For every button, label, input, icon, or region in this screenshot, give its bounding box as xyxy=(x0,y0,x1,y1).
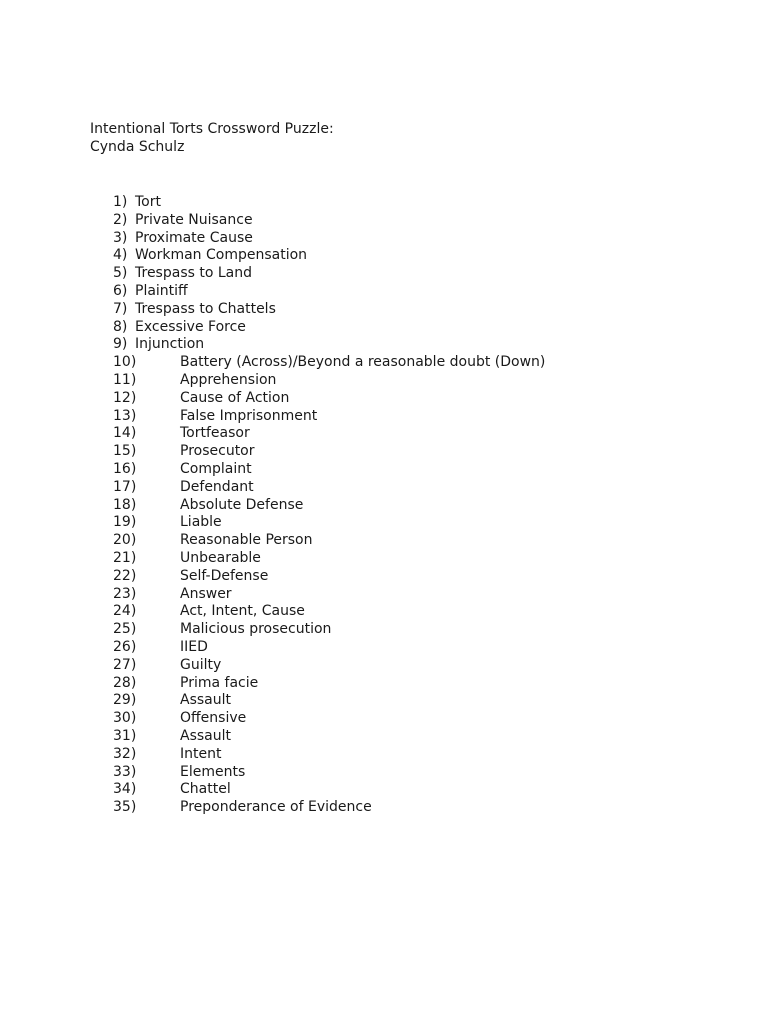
answer-text: Complaint xyxy=(180,460,252,477)
answer-number: 1) xyxy=(113,194,128,210)
answer-text: Private Nuisance xyxy=(135,211,253,228)
answer-text: Assault xyxy=(180,692,231,709)
list-item xyxy=(113,567,269,586)
answer-number: 16) xyxy=(113,460,137,477)
answer-text: Battery (Across)/Beyond a reasonable doubt (Down) xyxy=(180,354,546,371)
answer-text: False Imprisonment xyxy=(180,407,318,424)
list-item xyxy=(113,247,308,265)
answer-text: Trespass to Chattels xyxy=(135,300,276,317)
answer-number: 26) xyxy=(113,638,137,655)
answer-number: 5) xyxy=(113,265,128,282)
answer-number: 20) xyxy=(113,532,137,549)
answer-number: 15) xyxy=(113,443,137,460)
list-item xyxy=(113,745,222,764)
answer-text: Answer xyxy=(180,585,232,602)
answer-text: Offensive xyxy=(180,710,247,727)
list-item xyxy=(113,692,231,710)
list-item xyxy=(113,443,255,461)
answer-text: Reasonable Person xyxy=(180,532,313,549)
answer-number: 27) xyxy=(113,656,137,673)
answer-text: Liable xyxy=(180,514,222,531)
list-item xyxy=(113,799,372,817)
list-item xyxy=(113,282,188,301)
answer-number: 3) xyxy=(113,229,128,246)
answer-text: Injunction xyxy=(135,336,205,353)
list-item xyxy=(113,621,332,639)
answer-text: Act, Intent, Cause xyxy=(180,603,305,620)
answer-number: 22) xyxy=(113,567,137,584)
answer-text: IIED xyxy=(180,638,208,655)
answer-number: 7) xyxy=(113,300,128,317)
answer-text: Intent xyxy=(180,745,222,762)
list-item xyxy=(113,229,253,248)
answer-number: 29) xyxy=(113,692,137,709)
list-item xyxy=(113,638,208,657)
answer-number: 24) xyxy=(113,603,137,620)
answer-number: 6) xyxy=(113,282,128,299)
answer-text: Tortfeasor xyxy=(180,425,250,442)
answer-text: Elements xyxy=(180,763,246,780)
document-title: Intentional Torts Crossword Puzzle: xyxy=(90,121,334,137)
answer-text: Malicious prosecution xyxy=(180,621,332,638)
answer-number: 31) xyxy=(113,727,137,744)
answer-text: Defendant xyxy=(180,478,254,495)
list-item xyxy=(113,425,250,443)
list-item xyxy=(113,549,261,568)
answer-number: 2) xyxy=(113,211,128,228)
list-item xyxy=(113,674,259,693)
answer-list xyxy=(113,194,546,817)
list-item xyxy=(113,781,231,799)
answer-text: Self-Defense xyxy=(180,567,269,584)
answer-number: 35) xyxy=(113,799,137,816)
answer-text: Cause of Action xyxy=(180,389,290,406)
answer-text: Workman Compensation xyxy=(135,247,308,264)
list-item xyxy=(113,514,222,532)
list-item xyxy=(113,532,313,550)
answer-text: Plaintiff xyxy=(135,282,188,299)
answer-text: Guilty xyxy=(180,656,222,673)
list-item xyxy=(113,211,253,230)
answer-text: Excessive Force xyxy=(135,318,246,335)
answer-text: Prosecutor xyxy=(180,443,255,460)
answer-number: 10) xyxy=(113,354,137,371)
answer-text: Tort xyxy=(135,194,161,210)
answer-number: 21) xyxy=(113,549,137,566)
list-item xyxy=(113,710,247,728)
list-item xyxy=(113,603,305,621)
answer-text: Trespass to Land xyxy=(135,265,252,282)
answer-text: Prima facie xyxy=(180,674,259,691)
answer-number: 11) xyxy=(113,371,137,388)
answer-number: 13) xyxy=(113,407,137,424)
answer-text: Apprehension xyxy=(180,371,277,388)
answer-text: Preponderance of Evidence xyxy=(180,799,372,816)
list-item xyxy=(113,496,304,515)
answer-number: 23) xyxy=(113,585,137,602)
document-header xyxy=(90,120,334,156)
answer-number: 12) xyxy=(113,389,137,406)
answer-text: Chattel xyxy=(180,781,231,798)
answer-text: Absolute Defense xyxy=(180,496,304,513)
list-item xyxy=(113,318,246,337)
list-item xyxy=(113,389,290,408)
answer-number: 9) xyxy=(113,336,128,353)
answer-number: 8) xyxy=(113,318,128,335)
list-item xyxy=(113,265,252,283)
list-item xyxy=(113,300,276,319)
list-item xyxy=(113,585,232,604)
list-item xyxy=(113,460,252,479)
answer-number: 18) xyxy=(113,496,137,513)
list-item xyxy=(113,727,231,746)
list-item xyxy=(113,407,318,426)
answer-number: 34) xyxy=(113,781,137,798)
answer-number: 17) xyxy=(113,478,137,495)
answer-number: 25) xyxy=(113,621,137,638)
list-item xyxy=(113,194,161,212)
list-item xyxy=(113,763,246,782)
answer-number: 4) xyxy=(113,247,128,264)
answer-number: 32) xyxy=(113,745,137,762)
answer-text: Proximate Cause xyxy=(135,229,253,246)
list-item xyxy=(113,354,546,372)
answer-number: 19) xyxy=(113,514,137,531)
answer-number: 28) xyxy=(113,674,137,691)
list-item xyxy=(113,656,222,675)
answer-number: 30) xyxy=(113,710,137,727)
answer-number: 33) xyxy=(113,763,137,780)
list-item xyxy=(113,478,254,497)
answer-text: Unbearable xyxy=(180,549,261,566)
document-author: Cynda Schulz xyxy=(90,139,185,155)
answer-text: Assault xyxy=(180,727,231,744)
list-item xyxy=(113,336,205,354)
answer-number: 14) xyxy=(113,425,137,442)
list-item xyxy=(113,371,277,390)
